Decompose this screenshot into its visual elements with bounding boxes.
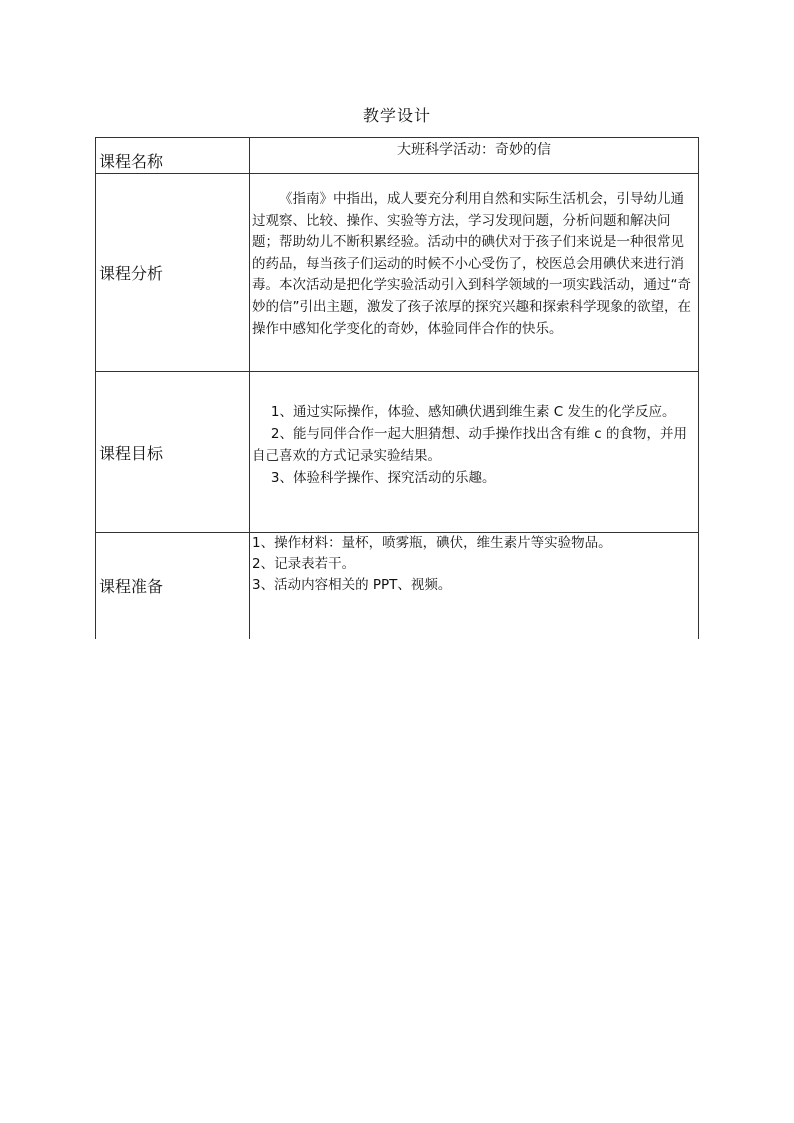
goal-item: 1、通过实际操作，体验、感知碘伏遇到维生素 C 发生的化学反应。 [270,404,676,420]
course-name-label: 课程名称 [96,138,250,174]
lesson-plan-table [95,137,699,639]
course-name-cell [250,138,699,174]
course-goals-cell [250,372,699,533]
preparation-item: 3、活动内容相关的 PPT、视频。 [252,577,452,593]
goal-item: 3、体验科学操作、探究活动的乐趣。 [270,470,496,486]
row-course-analysis [96,174,699,372]
course-preparation-label: 课程准备 [96,533,250,639]
preparation-item: 1、操作材料：量杯，喷雾瓶，碘伏，维生素片等实验物品。 [252,535,612,551]
course-goals-label: 课程目标 [96,372,250,533]
goal-item: 2、能与同伴合作一起大胆猜想、动手操作找出含有维 c 的食物，并用自己喜欢的方式记录实验结果。 [252,426,687,464]
row-course-goals [96,372,699,533]
preparation-item: 2、记录表若干。 [252,556,356,572]
course-goals-list [252,372,696,489]
course-analysis-cell [250,174,699,372]
course-preparation-cell [250,533,699,639]
course-name-value: 大班科学活动：奇妙的信 [397,142,551,158]
row-course-name [96,138,699,174]
page-title: 教学设计 [362,106,431,125]
course-analysis-label: 课程分析 [96,174,250,372]
course-analysis-text: 《指南》中指出，成人要充分利用自然和实际生活机会，引导幼儿通过观察、比较、操作、实验等方法，学习发现问题，分析问题和解决问题；帮助幼儿不断积累经验。活动中的碘伏对于孩子们来说是一种很常见的药品，每当孩子们运动的时候不小心受伤了，校医总会用碘伏来进行消毒。本次活动是把化学实验活动引入到科学领域的一项实践活动，通过“奇妙的信”引出主题，激发了孩子浓厚的探究兴趣和探索科学现象的欲望，在操作中感知化学变化的奇妙，体验同伴合作的快乐。 [252,191,691,337]
row-course-preparation [96,533,699,639]
